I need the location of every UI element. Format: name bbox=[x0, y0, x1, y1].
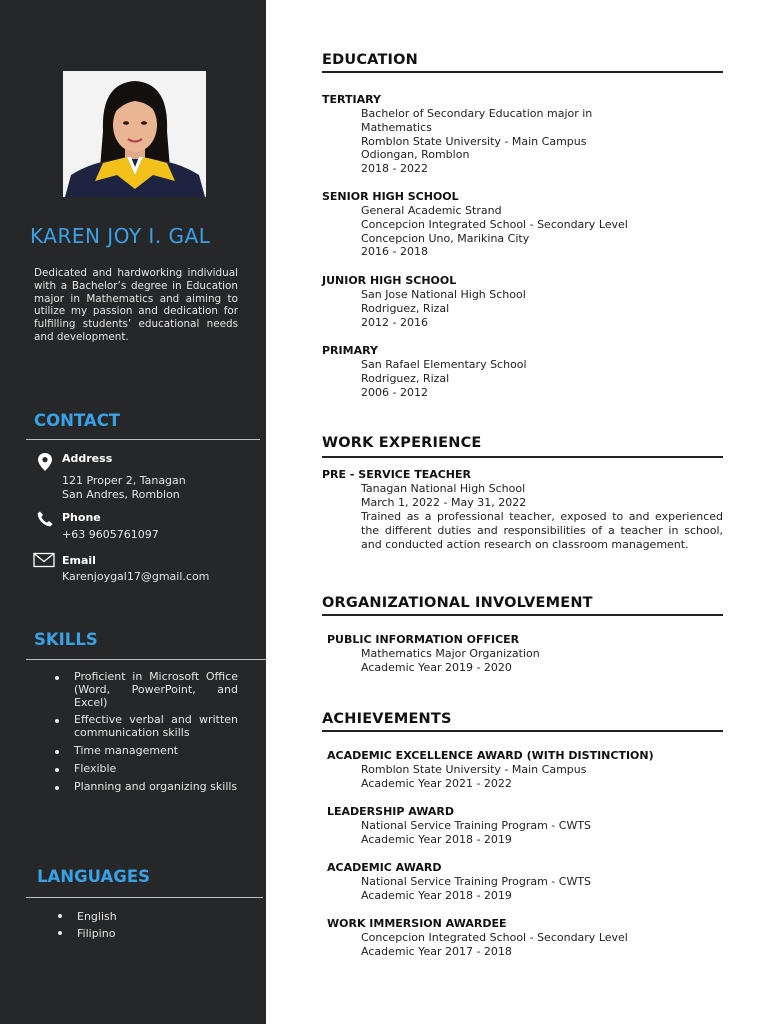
detail-line: 2006 - 2012 bbox=[361, 385, 428, 399]
contact-heading: CONTACT bbox=[34, 411, 121, 430]
detail-line: 2012 - 2016 bbox=[361, 315, 428, 329]
work-experience-heading: WORK EXPERIENCE bbox=[322, 435, 482, 451]
achievement-entry-details bbox=[361, 931, 628, 959]
achievement-entry-details bbox=[361, 875, 591, 903]
contact-divider bbox=[26, 439, 260, 440]
education-entry-details bbox=[361, 107, 592, 176]
education-divider bbox=[322, 71, 723, 73]
detail-line: Tanagan National High School bbox=[361, 482, 526, 495]
detail-line: Academic Year 2019 - 2020 bbox=[361, 660, 512, 674]
work-experience-divider bbox=[322, 456, 723, 458]
sidebar bbox=[0, 0, 266, 1024]
org-entry-title: PUBLIC INFORMATION OFFICER bbox=[327, 633, 520, 646]
detail-line: Romblon State University - Main Campus bbox=[361, 763, 587, 776]
achievement-entry-details bbox=[361, 819, 591, 847]
profile-photo bbox=[63, 71, 206, 197]
detail-line: Academic Year 2018 - 2019 bbox=[361, 832, 512, 846]
detail-line: General Academic Strand bbox=[361, 204, 502, 217]
languages-list bbox=[55, 908, 117, 942]
detail-line: Odiongan, Romblon bbox=[361, 148, 470, 162]
address-label: Address bbox=[62, 452, 113, 465]
phone-label: Phone bbox=[62, 511, 101, 524]
language-item: English bbox=[55, 908, 117, 925]
education-entry-title: PRIMARY bbox=[322, 344, 378, 357]
skill-item: Planning and organizing skills bbox=[52, 781, 238, 794]
achievement-entry-title: LEADERSHIP AWARD bbox=[327, 805, 455, 818]
skill-item: Time management bbox=[52, 745, 238, 758]
person-name: KAREN JOY I. GAL bbox=[30, 224, 211, 248]
address-line-1: 121 Proper 2, Tanagan bbox=[62, 474, 186, 487]
organizational-involvement-divider bbox=[322, 614, 723, 616]
location-pin-icon bbox=[36, 452, 56, 472]
detail-line: Academic Year 2017 - 2018 bbox=[361, 944, 512, 958]
portrait-image bbox=[63, 71, 206, 197]
language-item: Filipino bbox=[55, 925, 117, 942]
detail-line: 2018 - 2022 bbox=[361, 162, 428, 176]
education-heading: EDUCATION bbox=[322, 52, 419, 68]
email-label: Email bbox=[62, 554, 96, 567]
achievement-entry-title: WORK IMMERSION AWARDEE bbox=[327, 917, 507, 930]
languages-divider bbox=[26, 897, 263, 898]
detail-line: Mathematics bbox=[361, 120, 432, 134]
education-entry-details bbox=[361, 204, 628, 259]
organizational-involvement-heading: ORGANIZATIONAL INVOLVEMENT bbox=[322, 595, 593, 611]
achievements-divider bbox=[322, 730, 723, 732]
address-line-2: San Andres, Romblon bbox=[62, 488, 180, 501]
detail-line: Rodriguez, Rizal bbox=[361, 371, 450, 385]
profile-summary: Dedicated and hardworking individual with a Bachelor’s degree in Education major in Mathematics and aiming to utilize my passion and dedication for fulfilling students’ educational needs and development. bbox=[34, 267, 238, 343]
detail-line: Concepcion Uno, Marikina City bbox=[361, 231, 530, 245]
skills-divider bbox=[26, 659, 266, 660]
work-entry-description: Trained as a professional teacher, exposed to and experienced the different duties and responsibilities of a teacher in school, and conducted action research on classroom management. bbox=[361, 510, 723, 551]
achievements-heading: ACHIEVEMENTS bbox=[322, 711, 452, 727]
education-entry-title: JUNIOR HIGH SCHOOL bbox=[322, 274, 457, 287]
education-entry-details bbox=[361, 358, 527, 399]
detail-line: 2016 - 2018 bbox=[361, 245, 428, 259]
education-entry-title: TERTIARY bbox=[322, 93, 381, 106]
achievement-entry-details bbox=[361, 763, 586, 791]
detail-line: Concepcion Integrated School - Secondary Level bbox=[361, 217, 628, 231]
phone-number[interactable]: +63 9605761097 bbox=[62, 528, 159, 541]
detail-line: March 1, 2022 - May 31, 2022 bbox=[361, 495, 527, 509]
work-entry-details bbox=[361, 482, 526, 510]
work-entry-title: PRE - SERVICE TEACHER bbox=[322, 468, 471, 481]
email-envelope-icon bbox=[33, 552, 53, 572]
skills-heading: SKILLS bbox=[34, 630, 98, 649]
email-address[interactable]: Karenjoygal17@gmail.com bbox=[62, 570, 210, 583]
detail-line: National Service Training Program - CWTS bbox=[361, 875, 592, 888]
detail-line: Academic Year 2018 - 2019 bbox=[361, 888, 512, 902]
detail-line: Academic Year 2021 - 2022 bbox=[361, 776, 512, 790]
skill-item: Proficient in Microsoft Office (Word, PowerPoint, and Excel) bbox=[52, 671, 238, 709]
detail-line: San Jose National High School bbox=[361, 288, 526, 301]
education-entry-title: SENIOR HIGH SCHOOL bbox=[322, 190, 459, 203]
detail-line: Mathematics Major Organization bbox=[361, 647, 540, 660]
skills-list bbox=[52, 671, 238, 798]
skill-item: Flexible bbox=[52, 763, 238, 776]
achievement-entry-title: ACADEMIC EXCELLENCE AWARD (WITH DISTINCTION) bbox=[327, 749, 654, 762]
skill-item: Effective verbal and written communication skills bbox=[52, 714, 238, 740]
education-entry-details bbox=[361, 288, 526, 329]
detail-line: San Rafael Elementary School bbox=[361, 358, 527, 371]
phone-icon bbox=[36, 510, 56, 530]
detail-line: Concepcion Integrated School - Secondary Level bbox=[361, 931, 628, 944]
achievement-entry-title: ACADEMIC AWARD bbox=[327, 861, 442, 874]
detail-line: National Service Training Program - CWTS bbox=[361, 819, 592, 832]
detail-line: Bachelor of Secondary Education major in bbox=[361, 107, 593, 120]
languages-heading: LANGUAGES bbox=[37, 867, 150, 886]
detail-line: Romblon State University - Main Campus bbox=[361, 134, 587, 148]
org-entry-details bbox=[361, 647, 540, 675]
detail-line: Rodriguez, Rizal bbox=[361, 301, 450, 315]
